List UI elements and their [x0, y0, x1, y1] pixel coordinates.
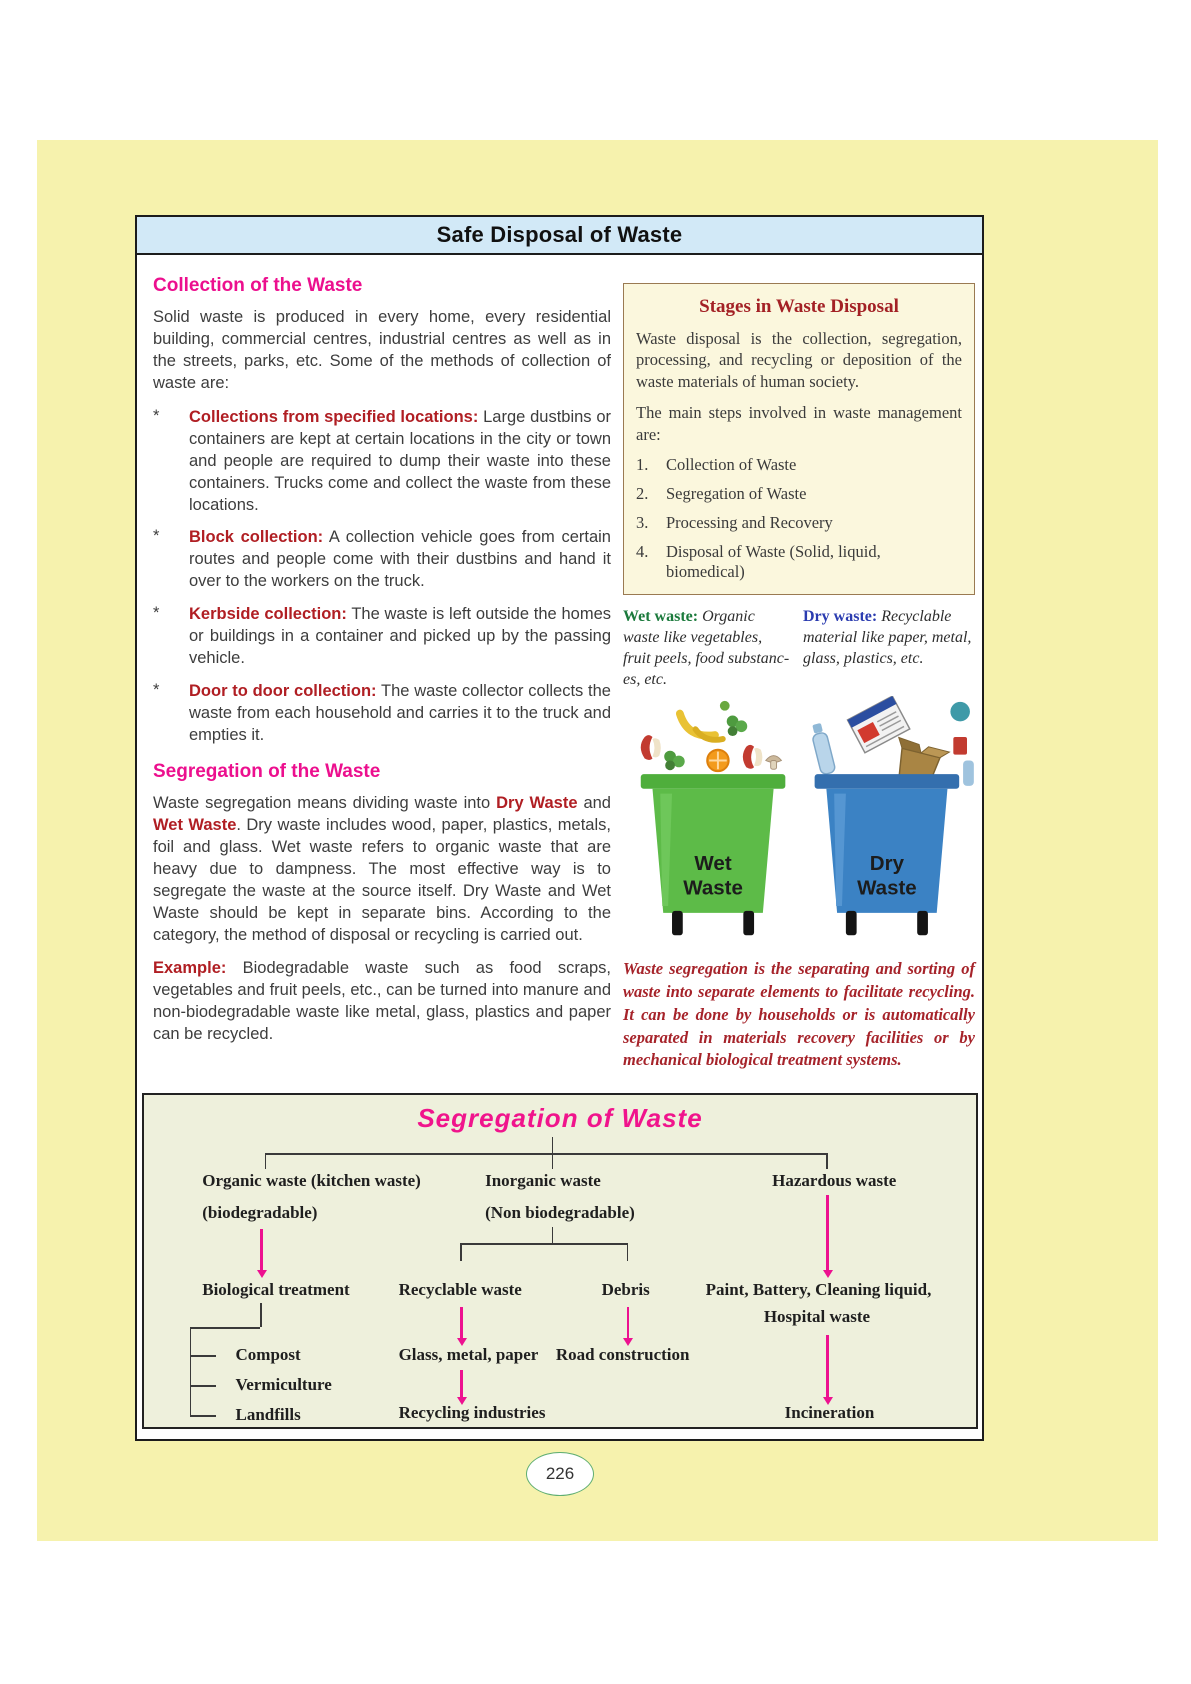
node-road-construction: Road construction	[555, 1345, 690, 1364]
bin-captions	[623, 607, 975, 690]
connector-line	[460, 1243, 462, 1261]
arrow-organic-to-biological	[260, 1229, 263, 1271]
wet-bin-label-line2: Waste	[683, 876, 743, 900]
stage-step: 3. Processing and Recovery	[636, 513, 833, 533]
page-number: 226	[545, 1464, 575, 1483]
bullet-text: Large dustbins or containers are kept at certain locations in the city or town and people are required to dump their waste into these containers. Trucks come and collect the waste from these locations.	[189, 407, 611, 514]
dry-waste-caption: Dry waste: Recyclable material like paper, metal, glass, plastics, etc.	[803, 608, 972, 667]
connector-line	[265, 1153, 267, 1169]
connector-line	[190, 1355, 217, 1357]
bullet-text: The waste collector collects the waste from each household and carries it to the truck and empties it.	[189, 682, 611, 744]
wet-waste-caption: Wet waste: Organic waste like vegetables, fruit peels, food substanc-es, etc.	[623, 608, 790, 688]
node-glass-metal-paper: Glass, metal, paper	[398, 1345, 539, 1364]
diagram-title: Segregation of Waste	[417, 1103, 703, 1133]
connector-line	[460, 1243, 626, 1245]
arrow-hazardous-to-items	[826, 1195, 829, 1271]
bullet-label: Door to door collection:	[189, 682, 377, 701]
node-recyclable-waste: Recyclable waste	[398, 1280, 522, 1299]
orange-slice-icon	[707, 750, 728, 771]
segregation-paragraph: Waste segregation means dividing waste into Dry Waste and Wet Waste. Dry waste includes wood, paper, plastics, metals, foil and glass. Wet waste refers to organic waste that are heavy due to dampness. The most effective way is to segregate the waste at the source itself. Dry Waste and Wet Waste should be kept in separate bins. According to the category, the method of disposal or recycling is carried out.	[153, 793, 611, 944]
bullet-asterisk: *	[153, 681, 160, 700]
connector-line	[190, 1327, 261, 1329]
bullet-door-to-door	[153, 681, 611, 747]
node-inorganic-waste: Inorganic waste	[485, 1171, 601, 1190]
bullet-label: Kerbside collection:	[189, 605, 347, 624]
mushroom-icon	[766, 756, 782, 770]
dry-bin-label-line2: Waste	[857, 876, 917, 900]
example-label: Example:	[153, 959, 227, 978]
example-paragraph: Example: Biodegradable waste such as food scraps, vegetables and fruit peels, etc., can be turned into manure and non-biodegradable waste like metal, glass, plastics and paper can be recycled.	[153, 959, 611, 1044]
node-incineration: Incineration	[784, 1403, 875, 1422]
bullet-text: A collection vehicle goes from certain routes and people come with their dustbins and hand it over to the workers on the truck.	[189, 528, 611, 591]
bullet-label: Collections from specified locations:	[189, 407, 479, 426]
stages-paragraph-1: Waste disposal is the collection, segregation, processing, and recycling or deposition of the waste materials of human society.	[636, 329, 962, 391]
collection-intro-paragraph: Solid waste is produced in every home, every residential building, commercial centres, industrial centres as well as in the streets, parks, etc. Some of the methods of collection of waste are:	[153, 308, 611, 392]
page-number-badge	[526, 1452, 594, 1496]
node-debris: Debris	[601, 1280, 650, 1299]
arrow-recyclable-to-materials	[460, 1307, 463, 1339]
bullet-block-collection	[153, 527, 611, 593]
stage-step: 2. Segregation of Waste	[636, 484, 807, 504]
node-vermiculture: Vermiculture	[235, 1375, 332, 1394]
bullet-specified-locations	[153, 407, 611, 517]
right-column	[623, 283, 975, 1072]
page-background	[37, 140, 1158, 1541]
wet-waste-bin	[641, 775, 786, 936]
connector-line	[190, 1385, 217, 1387]
dry-waste-bin	[815, 775, 960, 936]
node-recycling-industries: Recycling industries	[398, 1403, 546, 1422]
stages-paragraph-2: The main steps involved in waste management are:	[636, 403, 962, 444]
lesson-title-bar	[137, 217, 982, 255]
connector-line	[627, 1243, 629, 1261]
dry-bin-label-line1: Dry	[869, 852, 905, 876]
waste-bins-illustration	[623, 696, 975, 948]
connector-line	[552, 1137, 554, 1153]
broccoli-icon	[664, 716, 747, 771]
plastic-bottle-icon	[809, 723, 836, 776]
node-biodegradable: (biodegradable)	[202, 1203, 318, 1222]
arrow-debris-to-road	[627, 1307, 630, 1339]
stages-box-title: Stages in Waste Disposal	[699, 296, 899, 317]
bullet-kerbside-collection	[153, 604, 611, 670]
apple-core-icon	[641, 735, 661, 760]
connector-line	[826, 1153, 828, 1169]
apple-core-icon	[743, 745, 763, 769]
node-compost: Compost	[235, 1345, 301, 1364]
stage-step: 1. Collection of Waste	[636, 455, 797, 475]
arrow-items-to-incineration	[826, 1335, 829, 1398]
bullet-label: Block collection:	[189, 528, 324, 547]
red-carton-icon	[953, 737, 967, 755]
connector-line	[260, 1303, 262, 1327]
stages-in-waste-disposal-box	[623, 283, 975, 595]
banana-peel-icon	[680, 714, 723, 740]
tin-can-icon	[950, 702, 970, 722]
node-organic-waste: Organic waste (kitchen waste)	[202, 1171, 421, 1190]
node-biological-treatment: Biological treatment	[202, 1280, 350, 1299]
bullet-asterisk: *	[153, 527, 160, 546]
stage-step: 4. Disposal of Waste (Solid, liquid, biomedical)	[636, 542, 881, 582]
connector-line	[190, 1415, 217, 1417]
connector-line	[552, 1153, 554, 1169]
arrow-materials-to-recycling	[460, 1370, 463, 1398]
lesson-frame	[135, 215, 984, 1441]
connector-line	[265, 1153, 827, 1155]
node-hazardous-items-line1: Paint, Battery, Cleaning liquid,	[705, 1280, 932, 1299]
wet-waste-highlight: Wet Waste	[153, 815, 237, 834]
connector-line	[190, 1327, 192, 1415]
node-hazardous-items-line2: Hospital waste	[763, 1307, 871, 1326]
section-heading-collection: Collection of the Waste	[153, 275, 363, 296]
node-non-biodegradable: (Non biodegradable)	[485, 1203, 635, 1222]
wet-bin-label-line1: Wet	[694, 852, 732, 876]
bullet-text: The waste is left outside the homes or buildings in a container and picked up by the passing vehicle.	[189, 605, 611, 668]
blue-bottle-icon	[963, 761, 974, 786]
bullet-asterisk: *	[153, 406, 160, 425]
dry-waste-highlight: Dry Waste	[496, 793, 578, 812]
page-title: Safe Disposal of Waste	[436, 222, 683, 247]
node-hazardous-waste: Hazardous waste	[772, 1171, 897, 1190]
node-landfills: Landfills	[235, 1405, 301, 1424]
pea-icon	[720, 701, 730, 711]
segregation-of-waste-diagram	[142, 1093, 978, 1429]
connector-line	[552, 1227, 554, 1243]
section-heading-segregation: Segregation of the Waste	[153, 760, 381, 782]
segregation-note: Waste segregation is the separating and sorting of waste into separate elements to facilitate recycling. It can be done by households or is automatically separated in materials recovery facilities or by mechanical biological treatment systems.	[623, 959, 975, 1070]
left-column	[153, 275, 611, 1058]
bullet-asterisk: *	[153, 604, 160, 623]
